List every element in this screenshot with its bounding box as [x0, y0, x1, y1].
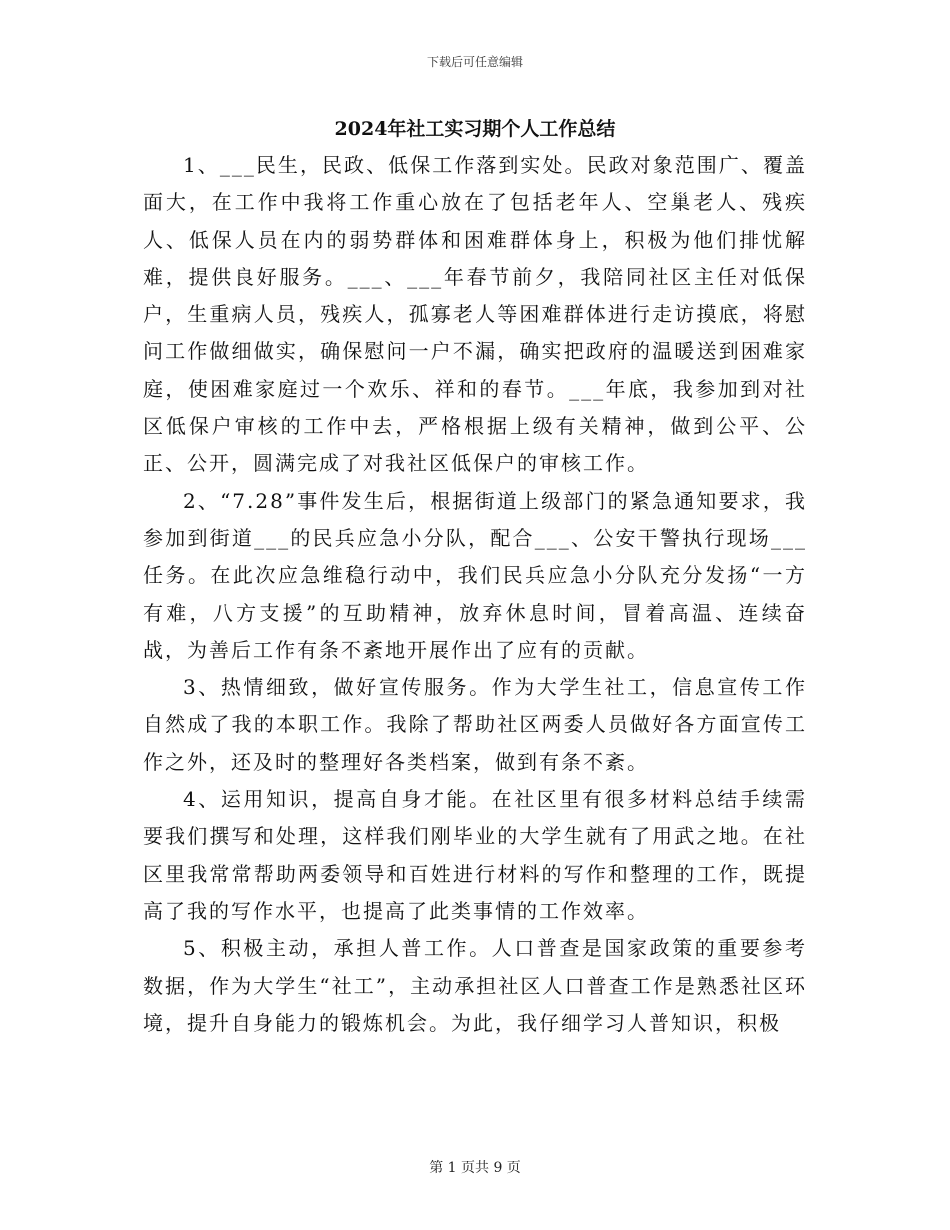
document-title: 2024年社工实习期个人工作总结	[334, 118, 616, 140]
document-body	[143, 147, 807, 1042]
paragraph-4: 4、运用知识，提高自身才能。在社区里有很多材料总结手续需要我们撰写和处理，这样我们刚毕业的大学生就有了用武之地。在社区里我常常帮助两委领导和百姓进行材料的写作和整理的工作，既提高了我的写作水平，也提高了此类事情的工作效率。	[143, 787, 807, 923]
paragraph-2: 2、“7.28”事件发生后，根据街道上级部门的紧急通知要求，我参加到街道___的民兵应急小分队，配合___、公安干警执行现场___任务。在此次应急维稳行动中，我们民兵应急小分队充分发扬“一方有难，八方支援”的互助精神，放弃休息时间，冒着高温、连续奋战，为善后工作有条不紊地开展作出了应有的贡献。	[143, 488, 807, 662]
paragraph-3: 3、热情细致，做好宣传服务。作为大学生社工，信息宣传工作自然成了我的本职工作。我除了帮助社区两委人员做好各方面宣传工作之外，还及时的整理好各类档案，做到有条不紊。	[143, 675, 807, 774]
paragraph-1: 1、___民生，民政、低保工作落到实处。民政对象范围广、覆盖面大，在工作中我将工作重心放在了包括老年人、空巢老人、残疾人、低保人员在内的弱势群体和困难群体身上，积极为他们排忧解难，提供良好服务。___、___年春节前夕，我陪同社区主任对低保户，生重病人员，残疾人，孤寡老人等困难群体进行走访摸底，将慰问工作做细做实，确保慰问一户不漏，确实把政府的温暖送到困难家庭，使困难家庭过一个欢乐、祥和的春节。___年底，我参加到对社区低保户审核的工作中去，严格根据上级有关精神，做到公平、公正、公开，圆满完成了对我社区低保户的审核工作。	[143, 153, 807, 476]
page-footer: 第 1 页共 9 页	[429, 1160, 521, 1176]
header-note: 下载后可任意编辑	[426, 55, 523, 69]
paragraph-5: 5、积极主动，承担人普工作。人口普查是国家政策的重要参考数据，作为大学生“社工”，主动承担社区人口普查工作是熟悉社区环境，提升自身能力的锻炼机会。为此，我仔细学习人普知识，积极	[143, 936, 807, 1035]
